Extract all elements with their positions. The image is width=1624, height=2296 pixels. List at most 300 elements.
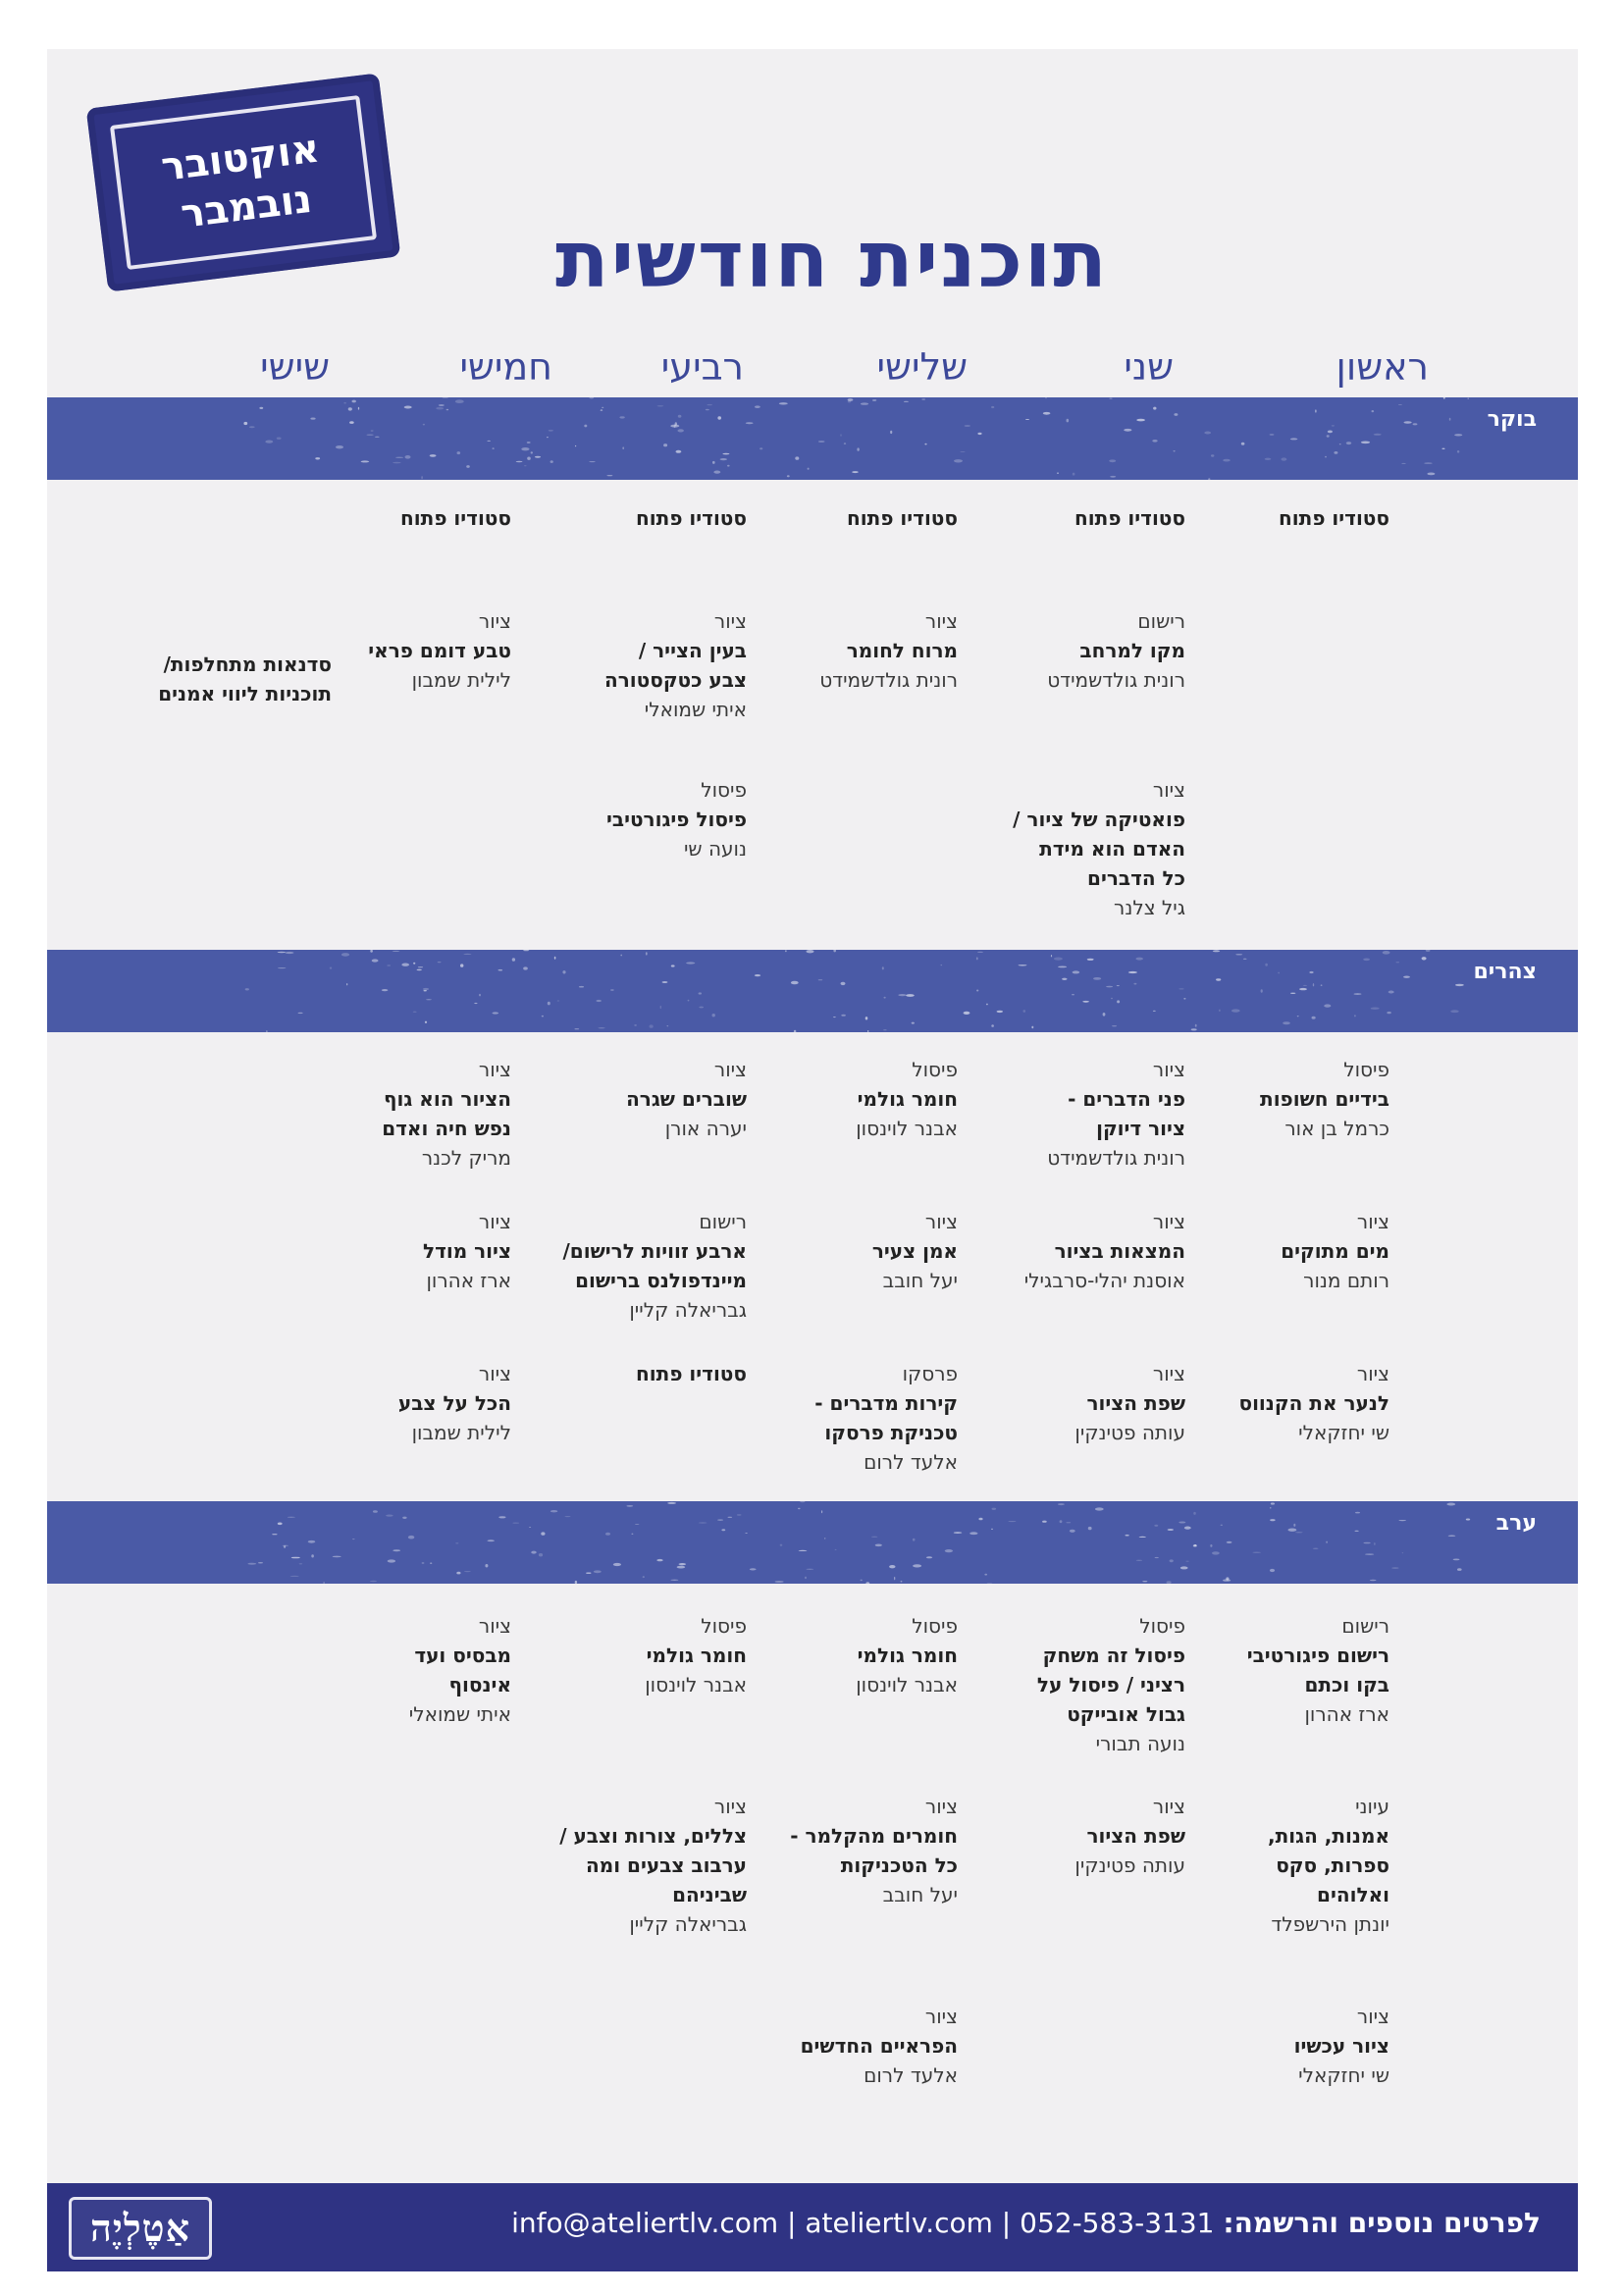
- band-speckle: [308, 1540, 316, 1543]
- band-speckle: [1235, 954, 1242, 955]
- band-speckle: [1398, 404, 1402, 405]
- band-speckle: [531, 451, 533, 453]
- band-speckle: [805, 1577, 807, 1580]
- band-speckle: [1082, 1001, 1089, 1003]
- band-speckle: [1223, 1579, 1231, 1581]
- band-speckle: [439, 404, 445, 406]
- band-speckle: [418, 966, 423, 967]
- day-header-monday: שני: [1124, 345, 1174, 389]
- band-speckle: [487, 441, 491, 442]
- band-speckle: [1332, 425, 1335, 426]
- band-speckle: [613, 1563, 621, 1566]
- band-speckle: [404, 406, 412, 409]
- band-speckle: [1455, 984, 1464, 986]
- band-speckle: [1095, 1507, 1104, 1510]
- band-speckle: [1193, 1512, 1196, 1515]
- band-speckle: [1270, 1519, 1276, 1521]
- band-speckle: [848, 398, 854, 401]
- band-speckle: [1155, 1557, 1159, 1558]
- band-speckle: [1124, 429, 1131, 432]
- band-speckle: [712, 1014, 715, 1017]
- band-speckle: [1179, 988, 1183, 989]
- band-speckle: [1066, 1522, 1071, 1523]
- day-header-tuesday: שלישי: [876, 345, 968, 389]
- band-speckle: [622, 446, 624, 449]
- band-speckle: [1413, 423, 1418, 425]
- band-speckle: [1401, 463, 1405, 464]
- band-speckle: [1293, 1524, 1295, 1527]
- band-speckle: [699, 1522, 707, 1523]
- band-speckle: [1346, 442, 1351, 444]
- band-speckle: [1142, 1581, 1147, 1582]
- band-speckle: [333, 1556, 341, 1558]
- band-speckle: [1103, 1013, 1106, 1017]
- noon-r3-mon: ציור שפת הציור עותה פטינקין: [1074, 1362, 1185, 1444]
- morning-r3-wed: פיסול פיסול פיגורטיבי נועה שי: [605, 778, 747, 861]
- band-speckle: [924, 444, 926, 445]
- band-speckle: [1073, 970, 1080, 973]
- band-speckle: [290, 1576, 299, 1577]
- band-speckle: [1398, 1520, 1406, 1521]
- band-speckle: [992, 1508, 997, 1510]
- band-speckle: [277, 438, 282, 440]
- band-speckle: [1008, 1521, 1016, 1522]
- band-speckle: [1168, 1529, 1174, 1531]
- band-speckle: [1449, 418, 1451, 421]
- band-speckle: [278, 1523, 283, 1526]
- band-speckle: [706, 409, 709, 411]
- band-speckle: [395, 457, 403, 458]
- morning-r1-sun: סטודיו פתוח: [1279, 506, 1389, 530]
- band-speckle: [589, 461, 595, 462]
- band-speckle: [657, 405, 664, 406]
- band-speckle: [512, 1523, 519, 1524]
- band-speckle: [386, 1515, 393, 1517]
- noon-r3-wed: סטודיו פתוח: [636, 1362, 747, 1385]
- band-speckle: [991, 406, 994, 408]
- band-speckle: [857, 447, 859, 450]
- band-speckle: [965, 426, 970, 427]
- band-speckle: [1446, 1503, 1455, 1506]
- morning-r2-thu: ציור טבע דומם פראי לילית שמבון: [368, 609, 511, 692]
- band-speckle: [408, 1536, 414, 1539]
- band-speckle: [1299, 988, 1307, 990]
- band-speckle: [1060, 1520, 1063, 1523]
- band-speckle: [808, 468, 810, 470]
- band-speckle: [336, 445, 343, 448]
- band-speckle: [620, 955, 622, 957]
- band-speckle: [912, 1022, 915, 1024]
- band-speckle: [373, 1510, 378, 1513]
- band-speckle: [457, 451, 461, 454]
- band-speckle: [686, 962, 695, 964]
- band-speckle: [795, 456, 799, 459]
- band-speckle: [455, 1542, 458, 1543]
- evening-r3-sun: ציור ציור עכשיו שי יחזקאלי: [1293, 2005, 1389, 2087]
- band-speckle: [1283, 1021, 1290, 1024]
- band-speckle: [986, 1004, 988, 1006]
- band-speckle: [311, 1554, 314, 1557]
- band-speckle: [1282, 457, 1287, 460]
- band-speckle: [755, 974, 760, 976]
- band-speckle: [531, 1551, 536, 1554]
- band-speckle: [1403, 976, 1410, 978]
- band-speckle: [245, 988, 249, 990]
- band-speckle: [717, 416, 721, 419]
- band-speckle: [913, 1539, 916, 1541]
- band-speckle: [521, 447, 529, 450]
- band-speckle: [372, 959, 379, 962]
- band-speckle: [794, 1030, 796, 1032]
- band-speckle: [1297, 1016, 1299, 1017]
- band-speckle: [455, 399, 464, 403]
- band-speckle: [575, 1581, 577, 1584]
- noon-r1-wed: ציור שוברים שגרה יערה אורן: [626, 1058, 747, 1140]
- band-speckle: [346, 983, 347, 985]
- band-speckle: [247, 1563, 256, 1565]
- band-speckle: [1126, 1535, 1129, 1537]
- band-speckle: [818, 442, 825, 443]
- band-speckle: [1270, 1569, 1275, 1572]
- band-speckle: [1152, 440, 1157, 443]
- band-speckle: [882, 966, 884, 969]
- band-speckle: [463, 954, 471, 955]
- band-speckle: [775, 1582, 784, 1583]
- band-speckle: [1313, 983, 1314, 986]
- morning-r2-fri-note: סדנאות מתחלפות/ תוכניות ליווי אמנים: [158, 652, 332, 705]
- band-speckle: [523, 966, 528, 969]
- band-speckle: [417, 969, 422, 971]
- band-speckle: [678, 415, 682, 418]
- band-speckle: [488, 1539, 495, 1541]
- band-speckle: [1448, 1536, 1456, 1537]
- band-speckle: [840, 434, 841, 437]
- band-speckle: [548, 1002, 550, 1006]
- evening-r1-thu: ציור מבסיס ועד אינסוף איתי שמואלי: [408, 1614, 511, 1726]
- band-speckle: [889, 1565, 895, 1568]
- band-speckle: [601, 409, 602, 411]
- band-speckle: [382, 989, 389, 991]
- atelier-logo: [69, 2197, 212, 2260]
- band-speckle: [1031, 1026, 1033, 1029]
- band-speckle: [977, 952, 983, 953]
- noon-r3-tue: פרסקו קירות מדברים - טכניקת פרסקו אלעד לרום: [814, 1362, 958, 1474]
- band-speckle: [1153, 407, 1156, 410]
- band-speckle: [286, 952, 294, 954]
- morning-r1-mon: סטודיו פתוח: [1074, 506, 1185, 530]
- band-speckle: [1396, 962, 1400, 963]
- band-speckle: [523, 950, 529, 951]
- evening-r1-tue: פיסול חומר גולמי אבנר לוינסון: [856, 1614, 958, 1696]
- band-speckle: [485, 1564, 488, 1567]
- band-speckle: [1402, 1552, 1404, 1553]
- band-speckle: [760, 447, 762, 449]
- band-speckle: [402, 1517, 406, 1519]
- band-speckle: [1326, 1541, 1328, 1543]
- band-speckle: [844, 443, 846, 444]
- evening-r2-mon: ציור שפת הציור עותה פטינקין: [1074, 1795, 1185, 1877]
- band-speckle: [460, 964, 463, 966]
- band-speckle: [904, 401, 909, 402]
- band-speckle: [1354, 1015, 1356, 1017]
- section-band-evening: [47, 1501, 1578, 1584]
- band-speckle: [656, 1559, 662, 1561]
- band-speckle: [1383, 951, 1390, 955]
- band-speckle: [721, 1529, 725, 1531]
- band-speckle: [677, 1566, 686, 1569]
- band-speckle: [991, 1529, 993, 1530]
- band-speckle: [1325, 456, 1327, 458]
- band-speckle: [1468, 398, 1469, 399]
- band-speckle: [512, 958, 515, 962]
- band-speckle: [1241, 443, 1245, 445]
- band-speckle: [1025, 419, 1029, 420]
- band-speckle: [1328, 431, 1333, 434]
- band-speckle: [871, 1537, 877, 1538]
- noon-r2-tue: ציור אמן צעיר יעל חובב: [871, 1210, 958, 1292]
- band-speckle: [969, 1532, 977, 1535]
- band-speckle: [298, 1013, 303, 1014]
- band-speckle: [479, 994, 481, 997]
- band-speckle: [1221, 1525, 1223, 1526]
- band-speckle: [872, 399, 876, 400]
- band-speckle: [1136, 1560, 1142, 1561]
- band-speckle: [921, 398, 925, 400]
- band-speckle: [1265, 964, 1268, 966]
- evening-r2-wed: ציור צללים, צורות וצבע / ערבוב צבעים ומה שביניהם גבריאלה קליין: [559, 1795, 747, 1936]
- band-speckle: [516, 461, 523, 462]
- band-speckle: [594, 1570, 602, 1573]
- band-speckle: [667, 1502, 676, 1504]
- band-speckle: [926, 1556, 932, 1558]
- band-speckle: [278, 952, 287, 953]
- section-label-noon: צהרים: [1473, 960, 1537, 984]
- band-speckle: [1278, 972, 1279, 974]
- band-speckle: [1404, 421, 1412, 424]
- band-speckle: [1454, 434, 1462, 436]
- band-speckle: [466, 465, 470, 468]
- band-speckle: [498, 969, 503, 971]
- band-speckle: [584, 425, 587, 428]
- band-speckle: [1045, 397, 1046, 398]
- band-speckle: [278, 967, 286, 968]
- band-speckle: [554, 957, 556, 960]
- band-speckle: [1111, 998, 1113, 1000]
- noon-r1-tue: פיסול חומר גולמי אבנר לוינסון: [856, 1058, 958, 1140]
- evening-r1-sun: רישום רישום פיגורטיבי בקו וכתם ארז אהרון: [1246, 1614, 1389, 1726]
- band-speckle: [901, 1581, 903, 1583]
- band-speckle: [666, 1025, 668, 1026]
- band-speckle: [663, 444, 667, 446]
- band-speckle: [401, 964, 409, 966]
- band-speckle: [1374, 1542, 1375, 1545]
- morning-r3-mon: ציור פואטיקה של ציור / האדם הוא מידת כל הדברים גיל צלנר: [1013, 778, 1185, 919]
- band-speckle: [388, 1559, 395, 1562]
- section-band-morning: [47, 397, 1578, 480]
- band-speckle: [713, 471, 720, 474]
- band-speckle: [1088, 1527, 1092, 1530]
- band-speckle: [646, 952, 648, 955]
- band-speckle: [315, 457, 320, 459]
- band-speckle: [1271, 1502, 1275, 1504]
- band-speckle: [1374, 434, 1382, 436]
- band-speckle: [370, 950, 373, 953]
- band-speckle: [1288, 1529, 1297, 1532]
- section-label-morning: בוקר: [1487, 407, 1537, 432]
- band-speckle: [288, 1517, 295, 1518]
- band-speckle: [913, 1564, 921, 1567]
- band-speckle: [422, 1563, 425, 1564]
- band-speckle: [343, 402, 346, 404]
- band-speckle: [997, 1011, 1003, 1013]
- band-speckle: [1054, 958, 1063, 961]
- band-speckle: [266, 1030, 267, 1032]
- noon-r2-sun: ציור מים מתוקים רותם מנור: [1281, 1210, 1389, 1292]
- band-speckle: [1361, 442, 1370, 444]
- band-speckle: [1231, 1009, 1240, 1012]
- band-speckle: [865, 1017, 868, 1019]
- band-speckle: [1441, 448, 1444, 449]
- band-speckle: [272, 1534, 277, 1535]
- band-speckle: [737, 1514, 742, 1515]
- band-speckle: [750, 1568, 757, 1570]
- band-speckle: [688, 1000, 690, 1002]
- evening-r1-wed: פיסול חומר גולמי אבנר לוינסון: [645, 1614, 747, 1696]
- band-speckle: [746, 422, 754, 424]
- band-speckle: [393, 462, 400, 464]
- noon-r1-sun: פיסול בידיים חשופות כרמל בן אור: [1260, 1058, 1389, 1140]
- noon-r1-mon: ציור פני הדברים - ציור דיוקן רונית גולדשמידט: [1047, 1058, 1185, 1170]
- band-speckle: [1212, 1551, 1220, 1554]
- band-speckle: [387, 965, 391, 966]
- band-speckle: [456, 1572, 460, 1575]
- band-speckle: [890, 431, 892, 434]
- band-speckle: [1112, 1025, 1117, 1026]
- band-speckle: [1070, 1530, 1075, 1533]
- band-speckle: [626, 1505, 633, 1506]
- evening-r2-sun: עיוני אמנות, הגות, ספרות, סקס ואלוהים יונתן הירשפלד: [1268, 1795, 1389, 1936]
- band-speckle: [324, 1582, 325, 1584]
- band-speckle: [984, 1574, 987, 1576]
- band-speckle: [393, 951, 400, 952]
- band-speckle: [1261, 989, 1263, 992]
- band-speckle: [265, 441, 273, 444]
- band-speckle: [557, 1001, 559, 1002]
- band-speckle: [1051, 955, 1052, 957]
- band-speckle: [1270, 434, 1275, 436]
- band-speckle: [841, 982, 846, 985]
- band-speckle: [1191, 1028, 1197, 1030]
- band-speckle: [798, 1508, 801, 1509]
- band-speckle: [807, 950, 814, 953]
- footer-contact-details[interactable]: info@ateliertlv.com | ateliertlv.com | 052-583-3131: [511, 2207, 1215, 2239]
- band-speckle: [791, 981, 799, 985]
- band-speckle: [780, 1544, 783, 1546]
- band-speckle: [906, 994, 915, 997]
- band-speckle: [1354, 993, 1362, 995]
- band-speckle: [361, 460, 370, 462]
- band-speckle: [1153, 1011, 1156, 1012]
- band-speckle: [676, 450, 682, 453]
- band-speckle: [818, 979, 823, 980]
- band-speckle: [1312, 1017, 1316, 1019]
- band-speckle: [785, 950, 786, 952]
- band-speckle: [498, 1516, 505, 1518]
- band-speckle: [727, 465, 730, 467]
- band-speckle: [976, 990, 978, 992]
- evening-r1-mon: פיסול פיסול זה משחק רציני / פיסול על גבול אובייקט נועה תבורי: [1036, 1614, 1185, 1755]
- band-speckle: [550, 1510, 557, 1512]
- evening-r3-tue: ציור הפראיים החדשים אלעד לרום: [800, 2005, 958, 2087]
- day-header-sunday: ראשון: [1336, 345, 1429, 389]
- band-speckle: [524, 465, 527, 466]
- band-speckle: [671, 965, 675, 966]
- band-speckle: [1117, 1000, 1120, 1003]
- band-speckle: [635, 1524, 640, 1525]
- noon-r2-thu: ציור ציור מודל ארז אהרון: [422, 1210, 511, 1292]
- band-speckle: [660, 1006, 661, 1009]
- band-speckle: [954, 459, 963, 462]
- band-speckle: [1363, 1542, 1370, 1544]
- band-speckle: [1210, 1544, 1212, 1547]
- band-speckle: [1073, 473, 1075, 476]
- band-speckle: [1223, 459, 1231, 462]
- atelier-logo-text: אַטֶלְיֶה: [90, 2206, 190, 2250]
- band-speckle: [643, 1576, 645, 1578]
- band-speckle: [421, 476, 423, 479]
- band-speckle: [1193, 1544, 1197, 1546]
- band-speckle: [987, 1583, 992, 1584]
- band-speckle: [606, 475, 612, 476]
- band-speckle: [1042, 1521, 1047, 1523]
- band-speckle: [1453, 1559, 1460, 1561]
- band-speckle: [474, 1003, 477, 1004]
- band-speckle: [310, 418, 315, 420]
- band-speckle: [299, 1564, 303, 1565]
- band-speckle: [1213, 950, 1220, 952]
- day-header-friday: שישי: [260, 345, 330, 389]
- noon-r3-thu: ציור הכל על צבע לילית שמבון: [397, 1362, 511, 1444]
- band-speckle: [755, 405, 760, 408]
- band-speckle: [800, 1501, 805, 1502]
- band-speckle: [1309, 971, 1313, 973]
- band-speckle: [1093, 977, 1101, 980]
- band-speckle: [861, 402, 868, 404]
- band-speckle: [720, 458, 727, 460]
- band-speckle: [367, 435, 374, 436]
- band-speckle: [539, 1553, 543, 1556]
- band-speckle: [430, 454, 437, 457]
- band-speckle: [1295, 1532, 1303, 1533]
- band-speckle: [1303, 985, 1307, 986]
- footer-contact: [511, 2207, 1541, 2239]
- band-speckle: [745, 1533, 748, 1534]
- band-speckle: [1204, 432, 1211, 435]
- band-speckle: [835, 1549, 837, 1550]
- band-speckle: [1133, 983, 1136, 985]
- band-speckle: [527, 457, 531, 460]
- band-speckle: [861, 1580, 863, 1582]
- band-speckle: [348, 407, 352, 410]
- band-speckle: [991, 1024, 994, 1027]
- band-speckle: [717, 1520, 723, 1521]
- band-speckle: [1154, 1525, 1158, 1527]
- schedule-poster: [47, 49, 1578, 2271]
- band-speckle: [370, 1581, 377, 1582]
- band-speckle: [579, 986, 584, 988]
- band-speckle: [549, 430, 553, 432]
- band-speckle: [1072, 994, 1074, 995]
